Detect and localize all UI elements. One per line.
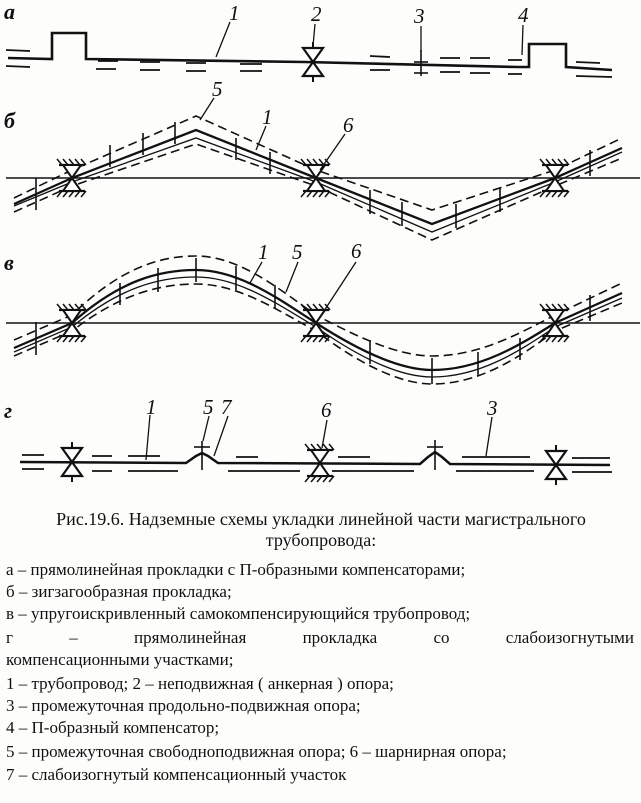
legend-item-7: 7 – слабоизогнутый компенсационный участок [6, 765, 347, 784]
row-label-v: в [4, 250, 14, 275]
row-label-a: а [4, 0, 15, 24]
legend-items-1-2: 1 – трубопровод; 2 – неподвижная ( анкерная ) опора; [6, 674, 394, 693]
row-label-g: г [4, 398, 13, 423]
leaders-b [200, 98, 345, 170]
callout-6-g: 6 [321, 398, 332, 422]
legend-g-continued: компенсационными участками; [6, 650, 234, 669]
callout-6-b: 6 [343, 113, 354, 137]
scheme-a [4, 0, 612, 82]
caption-subtitle: трубопровода: [265, 530, 377, 550]
legend-g-word: слабоизогнутыми [505, 628, 634, 647]
callout-1-v: 1 [258, 240, 269, 264]
callout-6-v: 6 [351, 239, 362, 263]
row-label-b: б [4, 108, 15, 133]
legend-g-word: – [69, 628, 78, 647]
legend-item-4: 4 – П-образный компенсатор; [6, 718, 220, 737]
scheme-b [4, 77, 640, 240]
legend-g-word: г [6, 628, 13, 647]
callout-7-g: 7 [221, 395, 232, 419]
legend-items-5-6: 5 – промежуточная свободноподвижная опора; 6 – шарнирная опора; [6, 742, 507, 761]
callout-5-b: 5 [212, 77, 223, 101]
callout-1-b: 1 [262, 105, 273, 129]
callout-3-g: 3 [487, 396, 498, 420]
legend-b: б – зигзагообразная прокладка; [6, 582, 232, 601]
callout-5-g: 5 [203, 395, 214, 419]
callout-5-v: 5 [292, 240, 303, 264]
legend-g-word: со [433, 628, 450, 647]
legend-g-word: прокладка [302, 628, 378, 647]
callout-1-g: 1 [146, 395, 157, 419]
callout-2-a: 2 [311, 2, 322, 26]
callout-4-a: 4 [518, 3, 529, 27]
legend-v: в – упругоискривленный самокомпенсирующийся трубопровод; [6, 604, 471, 623]
caption-title: Рис.19.6. Надземные схемы укладки линейной части магистрального [56, 509, 586, 529]
legend-g-word: прямолинейная [134, 628, 247, 647]
intermediate-support-a [414, 50, 428, 76]
legend-item-3: 3 – промежуточная продольно-подвижная опора; [6, 696, 361, 715]
legend-g [6, 628, 634, 647]
leaders-a [216, 22, 523, 57]
scheme-g [4, 395, 612, 485]
callout-3-a: 3 [414, 4, 425, 28]
callout-1-a: 1 [229, 1, 240, 25]
scheme-v [4, 239, 640, 384]
legend-a: а – прямолинейная прокладки с П-образными компенсаторами; [6, 560, 466, 579]
